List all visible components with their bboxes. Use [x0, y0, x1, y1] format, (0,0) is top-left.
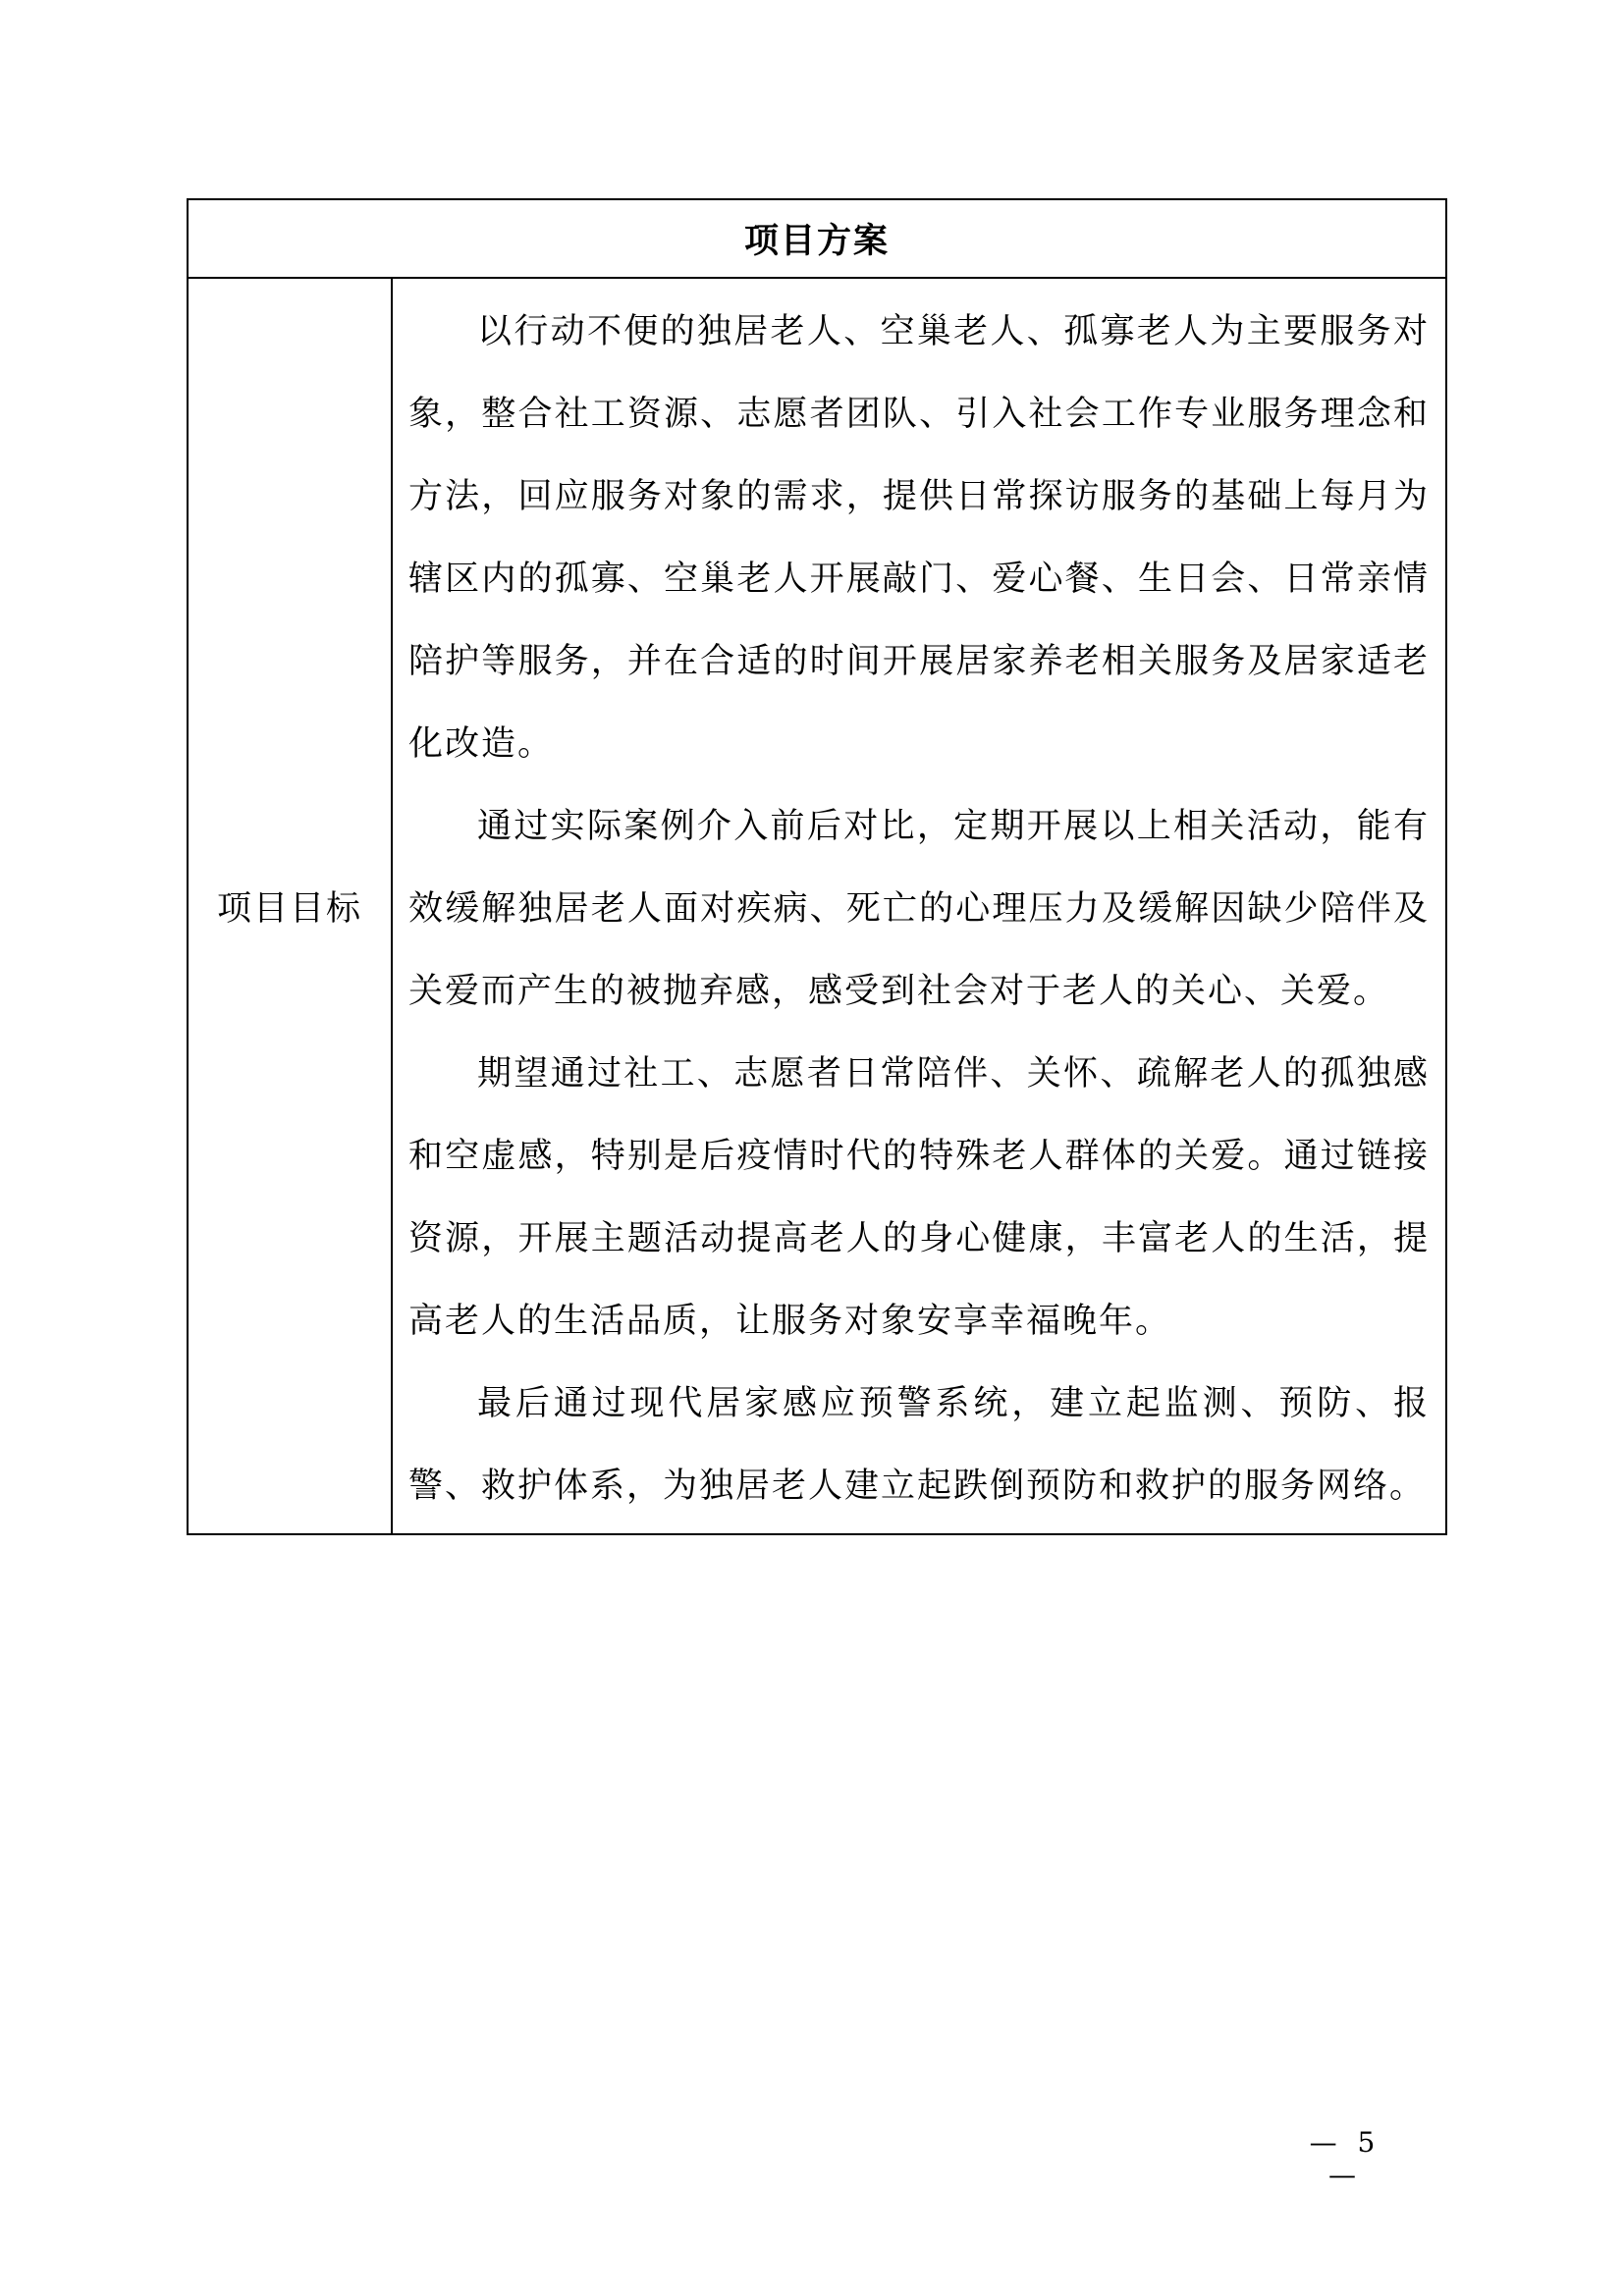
- project-plan-table: [187, 198, 1447, 1535]
- table-header-row: [188, 199, 1446, 278]
- table-title: 项目方案: [188, 199, 1446, 278]
- goal-paragraph-1: 以行动不便的独居老人、空巢老人、孤寡老人为主要服务对象，整合社工资源、志愿者团队、引入社会工作专业服务理念和方法，回应服务对象的需求，提供日常探访服务的基础上每月为辖区内的孤寡、空巢老人开展敲门、爱心餐、生日会、日常亲情陪护等服务，并在合适的时间开展居家养老相关服务及居家适老化改造。: [408, 312, 1431, 764]
- goal-paragraph-2: 通过实际案例介入前后对比，定期开展以上相关活动，能有效缓解独居老人面对疾病、死亡的心理压力及缓解因缺少陪伴及关爱而产生的被抛弃感，感受到社会对于老人的关心、关爱。: [408, 807, 1431, 1011]
- row-label-project-goal: 项目目标: [188, 278, 392, 1534]
- goal-paragraph-3: 期望通过社工、志愿者日常陪伴、关怀、疏解老人的孤独感和空虚感，特别是后疫情时代的特殊老人群体的关爱。通过链接资源，开展主题活动提高老人的身心健康，丰富老人的生活，提高老人的生活品质，让服务对象安享幸福晚年。: [408, 1054, 1431, 1341]
- goal-paragraph-4: 最后通过现代居家感应预警系统，建立起监测、预防、报警、救护体系，为独居老人建立起跌倒预防和救护的服务网络。: [408, 1384, 1431, 1506]
- project-goal-row: [188, 278, 1446, 1534]
- page-number: — 5 —: [1309, 2126, 1381, 2191]
- project-goal-content: [392, 278, 1446, 1534]
